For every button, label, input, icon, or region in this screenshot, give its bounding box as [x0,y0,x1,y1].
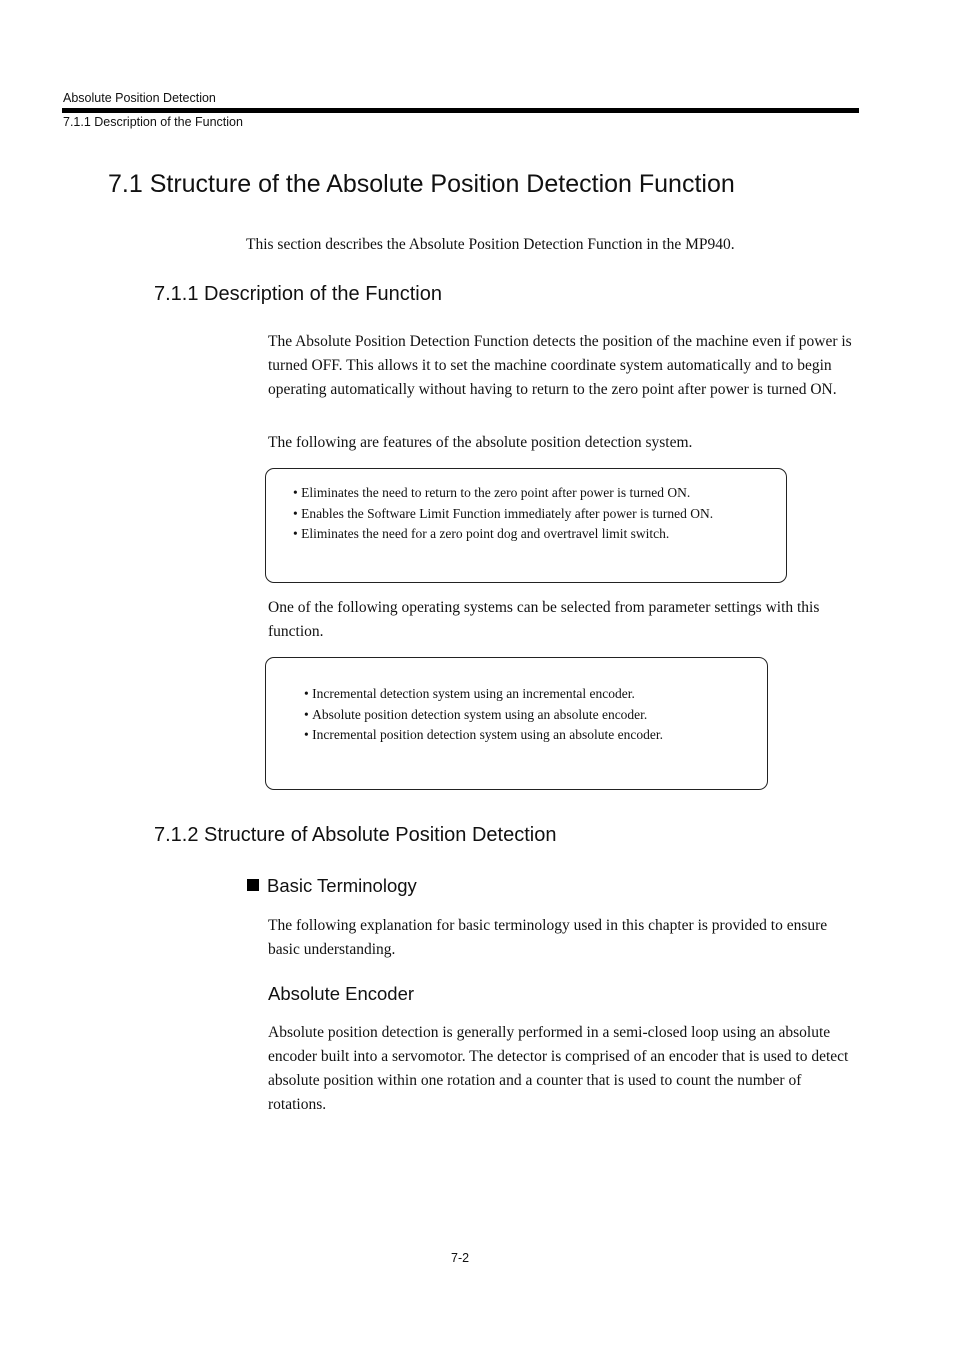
systems-list [266,658,767,746]
header-rule [62,108,859,113]
encoder-text: Absolute position detection is generally performed in a semi-closed loop using an absolute encoder built into a servomotor. The detector is comprised of an encoder that is used to detect absolute position within one rotation and a counter that is used to count the number of rotations. [268,1024,849,1113]
section-711-title: 7.1.1 Description of the Function [154,283,442,305]
section-711-para3: One of the following operating systems can be selected from parameter settings with this function. [268,599,820,640]
basic-terminology-label: Basic Terminology [267,875,417,896]
page-number: 7-2 [451,1251,470,1265]
absolute-encoder-heading: Absolute Encoder [268,983,415,1004]
running-head-section: 7.1.1 Description of the Function [63,115,243,129]
section-711-para2: The following are features of the absolute position detection system. [268,434,693,451]
list-item: • Incremental position detection system using an absolute encoder. [304,725,767,746]
basic-terminology-heading [247,875,417,897]
intro-text: This section describes the Absolute Position Detection Function in the MP940. [246,236,735,253]
running-head-chapter: Absolute Position Detection [63,91,216,105]
list-item: • Eliminates the need to return to the zero point after power is turned ON. [293,483,786,504]
list-item: • Incremental detection system using an incremental encoder. [304,684,767,705]
section-712-title: 7.1.2 Structure of Absolute Position Detection [154,824,557,846]
chapter-title: 7.1 Structure of the Absolute Position Detection Function [108,170,735,198]
list-item: • Enables the Software Limit Function immediately after power is turned ON. [293,504,786,525]
terminology-text: The following explanation for basic terminology used in this chapter is provided to ensure basic understanding. [268,917,828,958]
features-list [266,469,786,545]
features-box [265,468,787,583]
list-item: • Absolute position detection system using an absolute encoder. [304,705,767,726]
square-bullet-icon [247,879,259,891]
systems-box [265,657,768,790]
section-711-para1: The Absolute Position Detection Function detects the position of the machine even if power is turned OFF. This allows it to set the machine coordinate system automatically and to begin operating automatically without having to return to the zero point after power is turned ON. [268,333,852,398]
list-item: • Eliminates the need for a zero point dog and overtravel limit switch. [293,524,786,545]
